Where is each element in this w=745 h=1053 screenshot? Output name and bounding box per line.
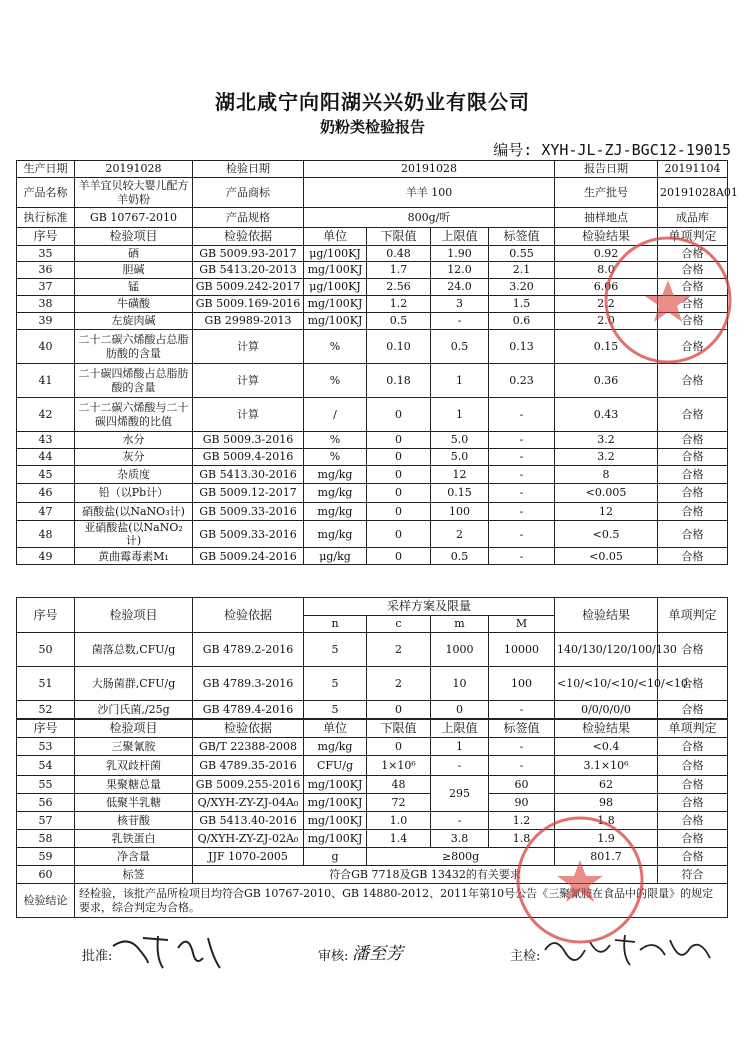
row-judge: 合格 [658, 296, 728, 313]
row-item: 左旋肉碱 [75, 313, 193, 330]
row-judge: 合格 [658, 738, 728, 756]
row-upper: 1 [431, 364, 489, 398]
row-unit: mg/kg [304, 738, 367, 756]
row-result: 0/0/0/0/0 [555, 701, 658, 719]
row-result: 0.15 [555, 330, 658, 364]
col-basis: 检验依据 [193, 720, 304, 738]
row-lower: 1×10⁶ [367, 756, 431, 776]
table-row [17, 398, 728, 432]
row-item: 乳铁蛋白 [75, 830, 193, 848]
row-lower: 0.48 [367, 246, 431, 262]
row-unit: mg/kg [304, 466, 367, 484]
approve-label: 批准: [82, 949, 113, 964]
batch: 20191028A01 [658, 178, 728, 208]
row-limit: ≥800g [367, 848, 555, 866]
row-judge: 合格 [658, 449, 728, 466]
row-m: 10 [431, 667, 489, 701]
document-number: 编号: XYH-JL-ZJ-BGC12-19015 [493, 141, 731, 159]
row-upper: 100 [431, 503, 489, 521]
row-unit: CFU/g [304, 756, 367, 776]
row-no: 57 [17, 812, 75, 830]
col-label: 标签值 [489, 720, 555, 738]
row-c: 0 [367, 701, 431, 719]
row-item: 三聚氰胺 [75, 738, 193, 756]
row-no: 53 [17, 738, 75, 756]
row-unit: % [304, 449, 367, 466]
row-upper: 3 [431, 296, 489, 313]
row-basis: GB 29989-2013 [193, 313, 304, 330]
row-result: <0.05 [555, 548, 658, 565]
col-upper: 上限值 [431, 720, 489, 738]
row-judge: 合格 [658, 830, 728, 848]
row-lower: 0 [367, 503, 431, 521]
row-basis: GB 5009.12-2017 [193, 484, 304, 503]
row-no: 51 [17, 667, 75, 701]
row-item: 标签 [75, 866, 193, 884]
row-item: 乳双歧杆菌 [75, 756, 193, 776]
row-result: 8 [555, 466, 658, 484]
row-label: 0.13 [489, 330, 555, 364]
inspection-seal-bottom [510, 810, 650, 950]
row-basis: GB 4789.2-2016 [193, 633, 304, 667]
row-unit: μg/kg [304, 548, 367, 565]
row-upper: 0.5 [431, 330, 489, 364]
row-label: - [489, 398, 555, 432]
row-item: 水分 [75, 432, 193, 449]
row-unit: mg/100KJ [304, 776, 367, 794]
row-upper: 1.90 [431, 246, 489, 262]
row-no: 36 [17, 262, 75, 279]
row-result: 0.43 [555, 398, 658, 432]
row-basis: 计算 [193, 364, 304, 398]
row-upper: - [431, 812, 489, 830]
row-unit: mg/kg [304, 521, 367, 548]
col-lower: 下限值 [367, 228, 431, 246]
report-subtitle: 奶粉类检验报告 [319, 118, 425, 136]
row-label: - [489, 466, 555, 484]
col-basis: 检验依据 [193, 228, 304, 246]
row-no: 38 [17, 296, 75, 313]
batch-label: 生产批号 [555, 178, 658, 208]
product-name: 羊羊宜贝较大婴儿配方羊奶粉 [75, 178, 193, 208]
col-unit: 单位 [304, 228, 367, 246]
row-lower: 1.7 [367, 262, 431, 279]
row-lower: 0 [367, 466, 431, 484]
row-lower: 1.2 [367, 296, 431, 313]
row-judge: 合格 [658, 701, 728, 719]
row-lower: 2.56 [367, 279, 431, 296]
row-basis: GB 5009.33-2016 [193, 503, 304, 521]
row-result: 6.06 [555, 279, 658, 296]
row-result: 140/130/120/100/130 [555, 633, 658, 667]
row-unit: mg/100KJ [304, 794, 367, 812]
row-basis: JJF 1070-2005 [193, 848, 304, 866]
row-result: <0.5 [555, 521, 658, 548]
row-result: 3.1×10⁶ [555, 756, 658, 776]
row-no: 49 [17, 548, 75, 565]
row-upper: 0.5 [431, 548, 489, 565]
row-no: 41 [17, 364, 75, 398]
micro-table [16, 597, 728, 719]
table-row [17, 633, 728, 667]
row-unit: / [304, 398, 367, 432]
report-date: 20191104 [658, 161, 728, 178]
row-n: 5 [304, 667, 367, 701]
row-basis: GB 5413.40-2016 [193, 812, 304, 830]
row-item: 亚硝酸盐(以NaNO₂计) [75, 521, 193, 548]
row-upper: 5.0 [431, 449, 489, 466]
row-unit: mg/100KJ [304, 262, 367, 279]
col-basis: 检验依据 [193, 598, 304, 633]
row-lower: 0.10 [367, 330, 431, 364]
row-no: 54 [17, 756, 75, 776]
row-lower: 0 [367, 738, 431, 756]
row-label: 2.1 [489, 262, 555, 279]
row-label: 3.20 [489, 279, 555, 296]
row-basis: GB 5413.20-2013 [193, 262, 304, 279]
row-result: 2.0 [555, 313, 658, 330]
conclusion-text: 经检验，该批产品所检项目均符合GB 10767-2010、GB 14880-2012、2011年第10号公告《三聚氰胺在食品中的限量》的规定要求，综合判定为合格。 [75, 884, 728, 918]
row-unit: % [304, 330, 367, 364]
row-basis: Q/XYH-ZY-ZJ-04A₀ [193, 794, 304, 812]
row-lower: 0 [367, 449, 431, 466]
row-item: 二十碳四烯酸占总脂肪酸的含量 [75, 364, 193, 398]
row-unit: % [304, 364, 367, 398]
row-basis: GB 5009.4-2016 [193, 449, 304, 466]
product-name-label: 产品名称 [17, 178, 75, 208]
row-m: 1000 [431, 633, 489, 667]
brand-label: 产品商标 [193, 178, 304, 208]
row-lower: 0.5 [367, 313, 431, 330]
row-judge: 合格 [658, 548, 728, 565]
row-basis: GB 5009.93-2017 [193, 246, 304, 262]
col-c: c [367, 616, 431, 633]
row-judge: 合格 [658, 246, 728, 262]
table-row [17, 432, 728, 449]
row-M: - [489, 701, 555, 719]
row-judge: 合格 [658, 848, 728, 866]
row-upper: 3.8 [431, 830, 489, 848]
row-basis: GB 4789.3-2016 [193, 667, 304, 701]
row-result: 62 [555, 776, 658, 794]
row-judge: 合格 [658, 466, 728, 484]
test-date: 20191028 [304, 161, 555, 178]
row-basis: GB 4789.4-2016 [193, 701, 304, 719]
inspection-seal-top [598, 230, 738, 370]
row-item: 灰分 [75, 449, 193, 466]
row-judge: 合格 [658, 484, 728, 503]
table-row [17, 449, 728, 466]
row-no: 45 [17, 466, 75, 484]
row-no: 55 [17, 776, 75, 794]
col-unit: 单位 [304, 720, 367, 738]
table-row [17, 503, 728, 521]
sampling-label: 抽样地点 [555, 208, 658, 228]
row-unit: % [304, 432, 367, 449]
row-basis: GB 5413.30-2016 [193, 466, 304, 484]
row-upper: 12.0 [431, 262, 489, 279]
row-no: 52 [17, 701, 75, 719]
row-label: - [489, 503, 555, 521]
row-no: 59 [17, 848, 75, 866]
row-unit: g [304, 848, 367, 866]
spec-label: 产品规格 [193, 208, 304, 228]
row-judge: 合格 [658, 521, 728, 548]
row-label: - [489, 449, 555, 466]
row-label: 0.6 [489, 313, 555, 330]
col-n: n [304, 616, 367, 633]
col-m: m [431, 616, 489, 633]
row-M: 100 [489, 667, 555, 701]
row-result: <0.005 [555, 484, 658, 503]
row-label: 1.8 [489, 830, 555, 848]
row-lower: 0 [367, 432, 431, 449]
row-item: 二十二碳六烯酸占总脂肪酸的含量 [75, 330, 193, 364]
row-judge: 合格 [658, 279, 728, 296]
row-judge: 合格 [658, 313, 728, 330]
row-unit: μg/100KJ [304, 246, 367, 262]
row-n: 5 [304, 633, 367, 667]
row-label: 60 [489, 776, 555, 794]
row-unit: mg/kg [304, 484, 367, 503]
row-judge: 合格 [658, 812, 728, 830]
row-unit: μg/100KJ [304, 279, 367, 296]
row-no: 50 [17, 633, 75, 667]
row-no: 43 [17, 432, 75, 449]
reviewer-signature: 潘至芳 [352, 944, 403, 964]
row-no: 42 [17, 398, 75, 432]
row-no: 47 [17, 503, 75, 521]
row-label: 1.5 [489, 296, 555, 313]
col-item: 检验项目 [75, 228, 193, 246]
row-judge: 合格 [658, 503, 728, 521]
row-label: 90 [489, 794, 555, 812]
spec: 800g/听 [304, 208, 555, 228]
row-judge: 合格 [658, 262, 728, 279]
row-unit: mg/100KJ [304, 830, 367, 848]
row-item: 菌落总数,CFU/g [75, 633, 193, 667]
row-upper: 24.0 [431, 279, 489, 296]
row-basis: GB 5009.24-2016 [193, 548, 304, 565]
approver-signature [108, 928, 228, 973]
row-result: 98 [555, 794, 658, 812]
row-basis: 计算 [193, 398, 304, 432]
col-upper: 上限值 [431, 228, 489, 246]
row-item: 沙门氏菌,/25g [75, 701, 193, 719]
row-upper: 1 [431, 738, 489, 756]
review-label: 审核: [318, 949, 349, 964]
row-upper: 0.15 [431, 484, 489, 503]
table-row [17, 521, 728, 548]
row-unit: mg/100KJ [304, 812, 367, 830]
row-upper: 295 [431, 776, 489, 812]
row-item: 锰 [75, 279, 193, 296]
row-lower: 1.4 [367, 830, 431, 848]
row-basis: GB 4789.35-2016 [193, 756, 304, 776]
row-limit: 符合GB 7718及GB 13432的有关要求 [193, 866, 658, 884]
row-basis: GB/T 22388-2008 [193, 738, 304, 756]
col-no: 序号 [17, 598, 75, 633]
col-no: 序号 [17, 720, 75, 738]
row-no: 56 [17, 794, 75, 812]
row-basis: GB 5009.242-2017 [193, 279, 304, 296]
row-no: 46 [17, 484, 75, 503]
table-row [17, 701, 728, 719]
test-label: 主检: [510, 949, 541, 964]
row-label: - [489, 521, 555, 548]
row-result: 0.36 [555, 364, 658, 398]
row-judge: 合格 [658, 398, 728, 432]
report-date-label: 报告日期 [555, 161, 658, 178]
row-lower: 1.0 [367, 812, 431, 830]
row-basis: GB 5009.33-2016 [193, 521, 304, 548]
row-no: 39 [17, 313, 75, 330]
standard-label: 执行标准 [17, 208, 75, 228]
row-item: 果聚糖总量 [75, 776, 193, 794]
row-judge: 合格 [658, 756, 728, 776]
row-label: - [489, 756, 555, 776]
row-lower: 0 [367, 521, 431, 548]
row-result: 3.2 [555, 432, 658, 449]
row-label: - [489, 738, 555, 756]
table-row [17, 548, 728, 565]
col-judge: 单项判定 [658, 228, 728, 246]
row-basis: GB 5009.169-2016 [193, 296, 304, 313]
row-upper: 2 [431, 521, 489, 548]
row-no: 35 [17, 246, 75, 262]
row-no: 58 [17, 830, 75, 848]
row-judge: 合格 [658, 667, 728, 701]
row-result: 1.8 [555, 812, 658, 830]
row-judge: 合格 [658, 776, 728, 794]
row-item: 黄曲霉毒素M₁ [75, 548, 193, 565]
row-item: 净含量 [75, 848, 193, 866]
row-upper: 5.0 [431, 432, 489, 449]
row-result: 1.9 [555, 830, 658, 848]
row-no: 44 [17, 449, 75, 466]
row-item: 牛磺酸 [75, 296, 193, 313]
row-result: <0.4 [555, 738, 658, 756]
col-item: 检验项目 [75, 720, 193, 738]
row-lower: 0.18 [367, 364, 431, 398]
row-result: <10/<10/<10/<10/<10 [555, 667, 658, 701]
row-item: 胆碱 [75, 262, 193, 279]
row-judge: 符合 [658, 866, 728, 884]
row-m: 0 [431, 701, 489, 719]
row-judge: 合格 [658, 633, 728, 667]
row-judge: 合格 [658, 794, 728, 812]
row-upper: - [431, 756, 489, 776]
col-result: 检验结果 [555, 228, 658, 246]
row-unit: mg/100KJ [304, 313, 367, 330]
row-result: 801.7 [555, 848, 658, 866]
row-lower: 0 [367, 484, 431, 503]
row-n: 5 [304, 701, 367, 719]
row-label: 0.55 [489, 246, 555, 262]
row-item: 核苷酸 [75, 812, 193, 830]
row-result: 3.2 [555, 449, 658, 466]
row-no: 40 [17, 330, 75, 364]
row-lower: 0 [367, 398, 431, 432]
col-label: 标签值 [489, 228, 555, 246]
row-basis: Q/XYH-ZY-ZJ-02A₀ [193, 830, 304, 848]
row-item: 铅（以Pb计） [75, 484, 193, 503]
row-no: 48 [17, 521, 75, 548]
conclusion-label: 检验结论 [17, 884, 75, 918]
row-judge: 合格 [658, 330, 728, 364]
row-basis: GB 5009.3-2016 [193, 432, 304, 449]
row-item: 杂质度 [75, 466, 193, 484]
table-row [17, 466, 728, 484]
row-judge: 合格 [658, 364, 728, 398]
table-row [17, 667, 728, 701]
row-item: 大肠菌群,CFU/g [75, 667, 193, 701]
row-label: 0.23 [489, 364, 555, 398]
col-judge: 单项判定 [658, 720, 728, 738]
brand: 羊羊 100 [304, 178, 555, 208]
table-row [17, 484, 728, 503]
col-lower: 下限值 [367, 720, 431, 738]
row-unit: mg/kg [304, 503, 367, 521]
prod-date-label: 生产日期 [17, 161, 75, 178]
col-item: 检验项目 [75, 598, 193, 633]
row-no: 60 [17, 866, 75, 884]
row-upper: 1 [431, 398, 489, 432]
col-judge: 单项判定 [658, 598, 728, 633]
standard: GB 10767-2010 [75, 208, 193, 228]
company-title: 湖北咸宁向阳湖兴兴奶业有限公司 [215, 90, 530, 114]
row-basis: 计算 [193, 330, 304, 364]
row-result: 2.2 [555, 296, 658, 313]
row-judge: 合格 [658, 432, 728, 449]
row-lower: 48 [367, 776, 431, 794]
row-label: - [489, 484, 555, 503]
row-lower: 72 [367, 794, 431, 812]
test-date-label: 检验日期 [193, 161, 304, 178]
sampling: 成品库 [658, 208, 728, 228]
row-no: 37 [17, 279, 75, 296]
prod-date: 20191028 [75, 161, 193, 178]
row-upper: - [431, 313, 489, 330]
row-basis: GB 5009.255-2016 [193, 776, 304, 794]
row-label: 1.2 [489, 812, 555, 830]
row-item: 硒 [75, 246, 193, 262]
row-label: - [489, 548, 555, 565]
row-c: 2 [367, 667, 431, 701]
col-result: 检验结果 [555, 720, 658, 738]
row-label: - [489, 432, 555, 449]
row-c: 2 [367, 633, 431, 667]
col-result: 检验结果 [555, 598, 658, 633]
row-result: 12 [555, 503, 658, 521]
row-item: 硝酸盐(以NaNO₃计) [75, 503, 193, 521]
sampling-plan-header: 采样方案及限量 [304, 598, 555, 616]
row-item: 低聚半乳糖 [75, 794, 193, 812]
col-M: M [489, 616, 555, 633]
row-upper: 12 [431, 466, 489, 484]
row-item: 二十二碳六烯酸与二十碳四烯酸的比值 [75, 398, 193, 432]
col-no: 序号 [17, 228, 75, 246]
row-M: 10000 [489, 633, 555, 667]
row-result: 8.0 [555, 262, 658, 279]
row-lower: 0 [367, 548, 431, 565]
row-unit: mg/100KJ [304, 296, 367, 313]
row-result: 0.92 [555, 246, 658, 262]
